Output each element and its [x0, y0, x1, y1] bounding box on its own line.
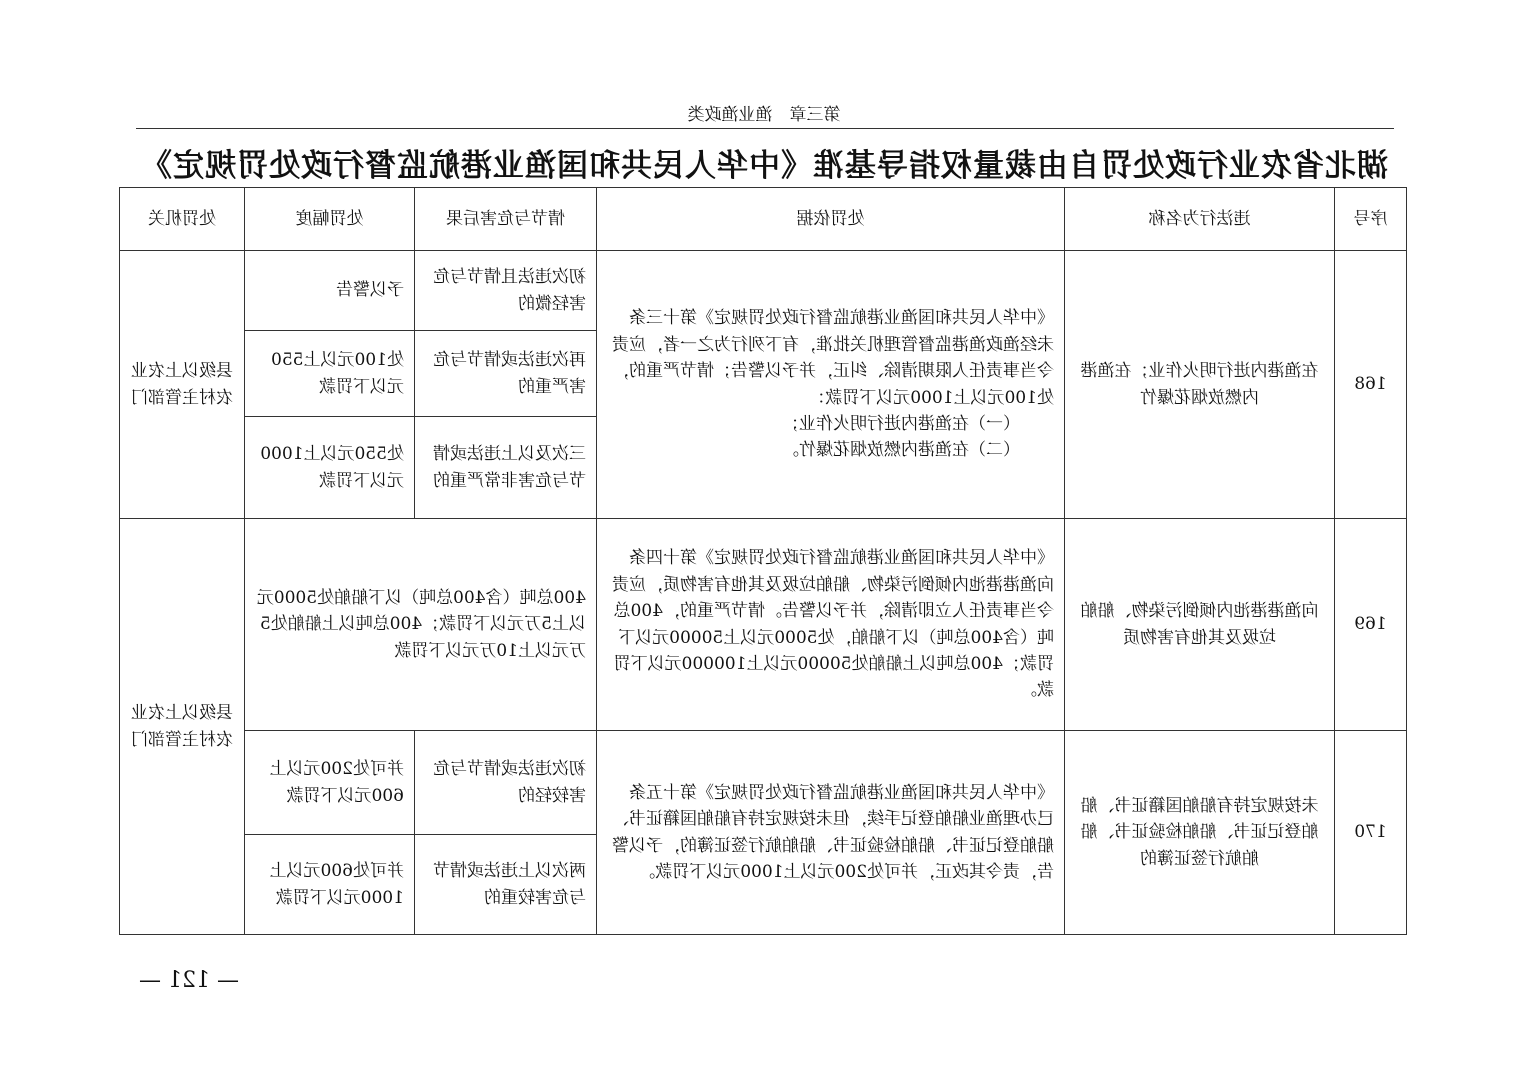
basis-item: （二）在渔港内燃放烟花爆竹。: [782, 440, 1020, 461]
table-row: [120, 251, 1407, 331]
basis-item: （一）在渔港内进行明火作业；: [782, 413, 1020, 434]
col-header-violation: 违法行为名称: [1065, 188, 1335, 251]
basis-text: 《中华人民共和国渔业港航监督行政处罚规定》第十四条 向渔港港池内倾倒污染物、船舶垃圾及其他有害物质，应责令当事责任人立即清除，并予以警告。情节严重的，400总吨（含400总吨）以下船舶，处5000元以上50000元以下罚款；400总吨以上船舶处50000元以上100000元以下罚款。: [612, 548, 1054, 701]
row-number: 168: [1335, 251, 1407, 519]
table-row: [120, 519, 1407, 731]
circumstance: 初次违法或情节与危害较轻的: [415, 731, 597, 835]
penalty: 并可处600元以上1000元以下罚款: [245, 835, 415, 935]
penalty: 并可处200元以上600元以下罚款: [245, 731, 415, 835]
col-header-no: 序号: [1335, 188, 1407, 251]
penalty: 处100元以上550元以下罚款: [245, 331, 415, 417]
penalty: 予以警告: [245, 251, 415, 331]
authority: 县级以上农业农村主管部门: [120, 519, 245, 935]
authority: 县级以上农业农村主管部门: [120, 251, 245, 519]
circumstance: 初次违法且情节与危害轻微的: [415, 251, 597, 331]
penalty-basis: [597, 251, 1065, 519]
col-header-authority: 处罚机关: [120, 188, 245, 251]
table-header-row: [120, 188, 1407, 251]
page-number: — 121 —: [139, 968, 239, 993]
circumstance: 三次及以上违法或情节与危害非常严重的: [415, 417, 597, 519]
penalty: 400总吨（含400总吨）以下船舶处5000元以上5万元以下罚款；400总吨以上船舶处5万元以上10万元以下罚款: [245, 519, 597, 731]
col-header-penalty: 处罚幅度: [245, 188, 415, 251]
col-header-circumstance: 情节与危害后果: [415, 188, 597, 251]
penalty-basis: [597, 731, 1065, 935]
header-rule: [136, 128, 1394, 129]
penalty-table: [119, 187, 1407, 935]
basis-text: 《中华人民共和国渔业港航监督行政处罚规定》第十五条 已办理渔业船舶登记手续，但未按规定持有船舶国籍证书、船舶登记证书、船舶检验证书、船舶航行签证簿的，予以警告，责令其改正，并可处200元以上1000元以下罚款。: [612, 782, 1054, 882]
circumstance: 再次违法或情节与危害严重的: [415, 331, 597, 417]
penalty: 处550元以上1000元以下罚款: [245, 417, 415, 519]
violation-name: 在渔港内进行明火作业；在渔港内燃放烟花爆竹: [1065, 251, 1335, 519]
violation-name: 未按规定持有船舶国籍证书、船舶登记证书、船舶检验证书、船舶航行签证簿的: [1065, 731, 1335, 935]
row-number: 169: [1335, 519, 1407, 731]
basis-text: 《中华人民共和国渔业港航监督行政处罚规定》第十三条 未经渔政渔港监督管理机关批准，有下列行为之一者，应责令当事责任人限期清除、纠正，并予以警告；情节严重的，处100元以上1000元以下罚款：: [612, 308, 1054, 408]
document-title: 湖北省农业行政处罚自由裁量权指导基准《中华人民共和国渔业港航监督行政处罚规定》: [140, 148, 1388, 184]
penalty-basis: [597, 519, 1065, 731]
row-number: 170: [1335, 731, 1407, 935]
table-row: [120, 731, 1407, 835]
col-header-basis: 处罚依据: [597, 188, 1065, 251]
circumstance: 两次以上违法或情节与危害较重的: [415, 835, 597, 935]
chapter-header: 第三章 渔业渔政类: [687, 105, 841, 125]
violation-name: 向渔港港池内倾倒污染物、船舶垃圾及其他有害物质: [1065, 519, 1335, 731]
